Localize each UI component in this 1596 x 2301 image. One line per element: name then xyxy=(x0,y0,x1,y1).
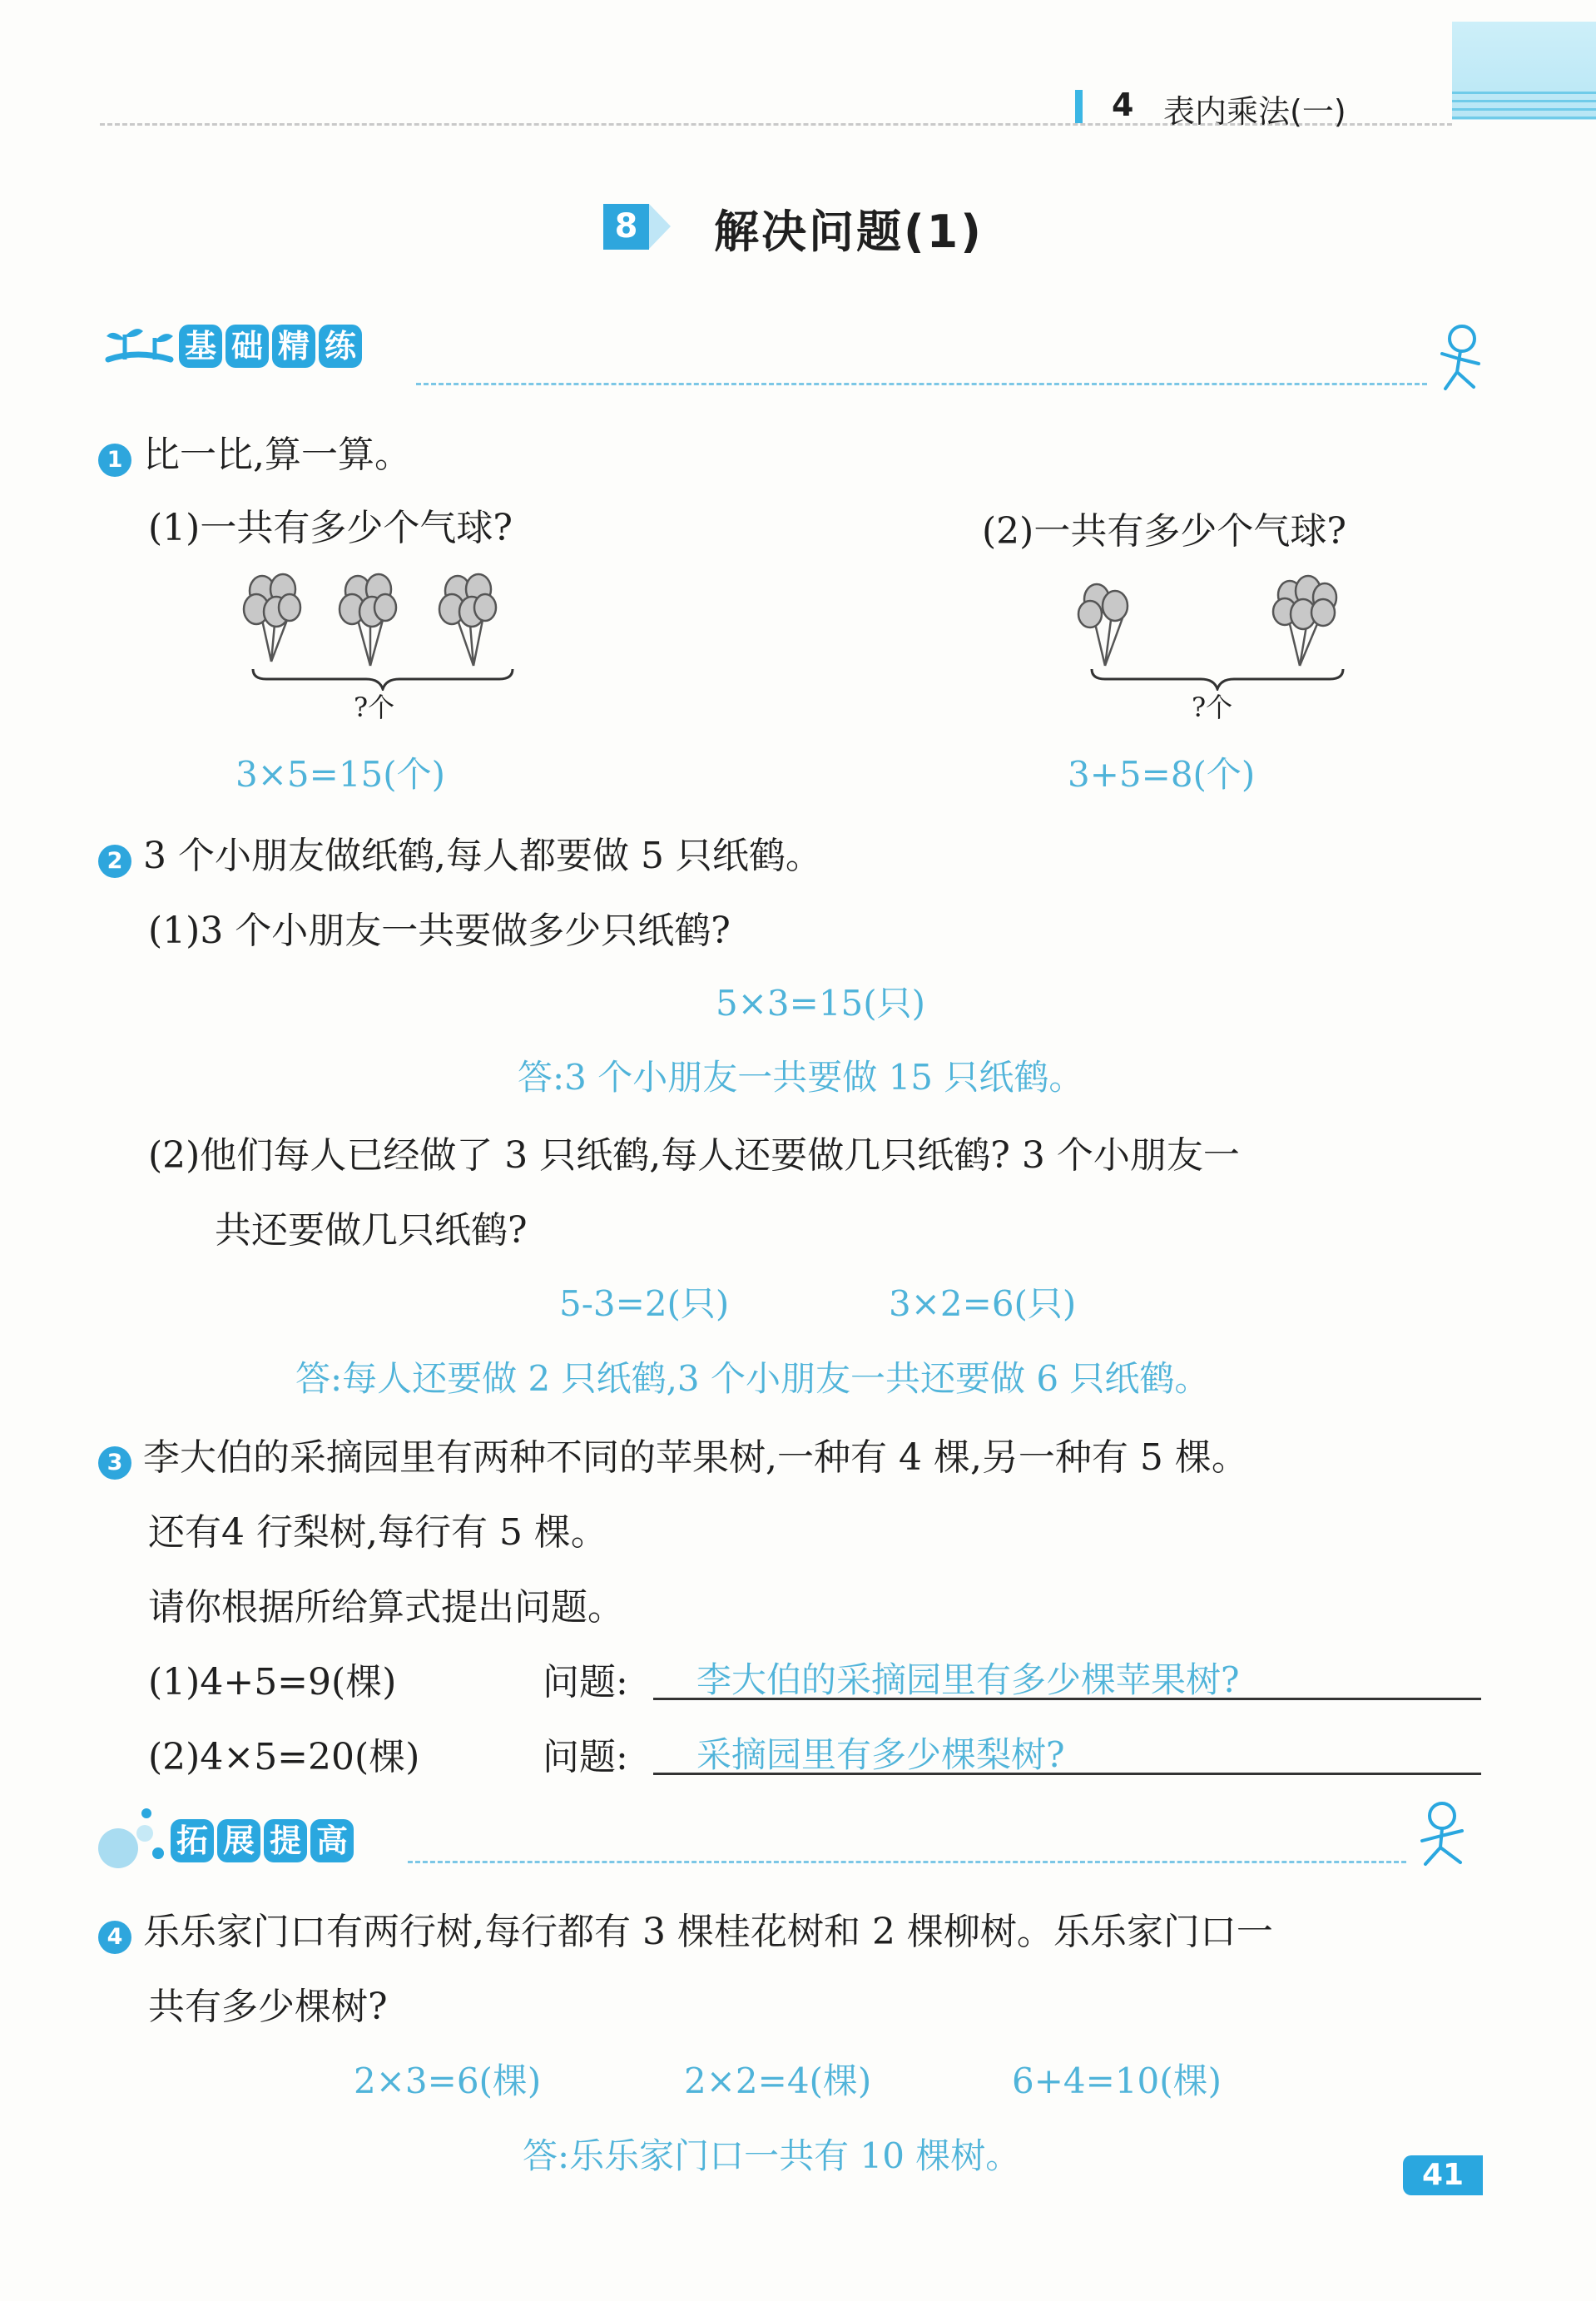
answer-equation: 2×2=4(棵) xyxy=(684,2060,872,2101)
lesson-title: 解决问题(1) xyxy=(714,206,984,258)
question-4-text-cont: 共有多少棵树? xyxy=(148,1986,388,2028)
header-tab xyxy=(1452,22,1596,120)
section-char: 提 xyxy=(264,1819,307,1862)
running-kid-icon xyxy=(1427,320,1494,395)
header-stripe xyxy=(1452,117,1596,119)
formula: (2)4×5=20(棵) xyxy=(148,1736,420,1778)
header-stripe xyxy=(1452,92,1596,94)
question-number-badge: 3 xyxy=(98,1446,131,1480)
answer-equation: 6+4=10(棵) xyxy=(1012,2060,1222,2101)
section-banner-basic xyxy=(179,325,365,368)
question-number-badge: 1 xyxy=(98,444,131,477)
section-char: 基 xyxy=(179,325,222,368)
question-1-text: 比一比,算一算。 xyxy=(143,434,411,476)
header-stripe xyxy=(1452,100,1596,102)
question-3-text: 李大伯的采摘园里有两种不同的苹果树,一种有 4 棵,另一种有 5 棵。 xyxy=(143,1436,1248,1479)
answer-equation: 5-3=2(只) xyxy=(559,1283,730,1324)
balloon-bunch-icon xyxy=(225,566,524,682)
question-3-text-cont: 还有4 行梨树,每行有 5 棵。 xyxy=(148,1511,607,1554)
bubbles-icon xyxy=(93,1802,168,1877)
question-1-stem xyxy=(98,424,411,478)
question-number-badge: 4 xyxy=(98,1921,131,1954)
answer-sentence: 答:每人还要做 2 只纸鹤,3 个小朋友一共还要做 6 只纸鹤。 xyxy=(295,1358,1210,1399)
unit-number: 4 xyxy=(1112,87,1134,123)
section-banner-extension xyxy=(171,1819,357,1862)
section-char: 拓 xyxy=(171,1819,214,1862)
section-char: 高 xyxy=(310,1819,354,1862)
lesson-badge-decoration xyxy=(649,204,671,249)
section-char: 精 xyxy=(272,325,315,368)
question-2-part-1-prompt: (1)3 个小朋友一共要做多少只纸鹤? xyxy=(148,910,731,952)
question-label: 问题: xyxy=(543,1661,628,1703)
question-2-text: 3 个小朋友做纸鹤,每人都要做 5 只纸鹤。 xyxy=(143,835,822,877)
answer-equation: 3+5=8(个) xyxy=(1068,754,1256,795)
question-1-part-1-prompt: (1)一共有多少个气球? xyxy=(148,507,513,549)
question-label: 问题: xyxy=(543,1736,628,1778)
answer-question: 采摘园里有多少棵梨树? xyxy=(696,1734,1065,1775)
question-4-stem xyxy=(98,1902,1273,1955)
answer-sentence: 答:3 个小朋友一共要做 15 只纸鹤。 xyxy=(518,1057,1084,1098)
section-char: 练 xyxy=(319,325,362,368)
answer-equation: 5×3=15(只) xyxy=(716,983,926,1024)
brace-label: ?个 xyxy=(1192,692,1233,723)
lesson-number-badge: 8 xyxy=(603,204,649,250)
header-stripe xyxy=(1452,108,1596,111)
brace-label: ?个 xyxy=(354,692,395,723)
question-4-text: 乐乐家门口有两行树,每行都有 3 棵桂花树和 2 棵柳树。乐乐家门口一 xyxy=(143,1911,1273,1953)
answer-sentence: 答:乐乐家门口一共有 10 棵树。 xyxy=(523,2135,1021,2176)
question-2-part-2-prompt-cont: 共还要做几只纸鹤? xyxy=(215,1209,528,1252)
answer-equation: 2×3=6(棵) xyxy=(354,2060,542,2101)
question-2-stem xyxy=(98,826,822,879)
answer-question: 李大伯的采摘园里有多少棵苹果树? xyxy=(696,1659,1240,1700)
question-3-instruction: 请你根据所给算式提出问题。 xyxy=(148,1586,624,1629)
formula: (1)4+5=9(棵) xyxy=(148,1661,397,1703)
section-divider xyxy=(416,383,1427,385)
answer-blank xyxy=(653,1651,1481,1700)
section-divider xyxy=(408,1861,1406,1863)
header-marker xyxy=(1075,90,1083,123)
question-1-part-2-prompt: (2)一共有多少个气球? xyxy=(982,510,1346,553)
question-2-part-2-prompt: (2)他们每人已经做了 3 只纸鹤,每人还要做几只纸鹤? 3 个小朋友一 xyxy=(148,1134,1240,1177)
question-number-badge: 2 xyxy=(98,845,131,878)
sprout-icon xyxy=(100,316,176,374)
answer-equation: 3×2=6(只) xyxy=(889,1283,1077,1324)
answer-equation: 3×5=15(个) xyxy=(235,754,446,795)
unit-title: 表内乘法(一) xyxy=(1163,93,1346,130)
section-char: 展 xyxy=(217,1819,260,1862)
answer-blank xyxy=(653,1726,1481,1775)
section-char: 础 xyxy=(226,325,269,368)
question-3-stem xyxy=(98,1427,1248,1480)
running-kid-icon xyxy=(1410,1798,1485,1872)
page-number: 41 xyxy=(1403,2155,1483,2195)
